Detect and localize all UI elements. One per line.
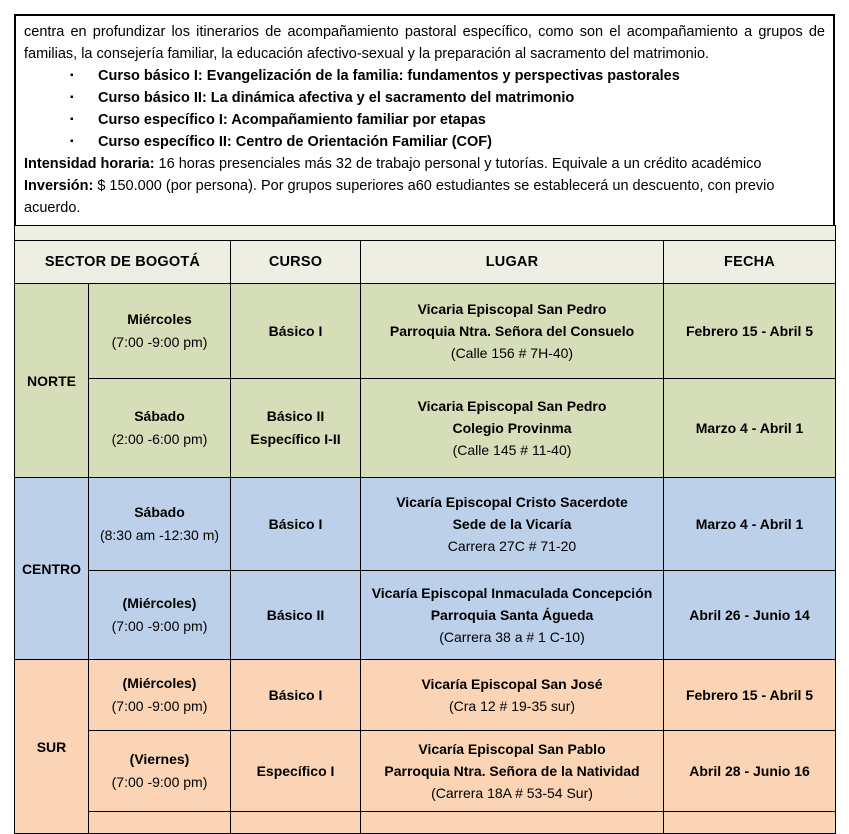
day-cell xyxy=(89,731,231,812)
intensity-text: 16 horas presenciales más 32 de trabajo personal y tutorías. Equivale a un crédito académico xyxy=(154,156,762,172)
time-label: (2:00 -6:00 pm) xyxy=(111,431,208,447)
lugar-line: Vicaría Episcopal San Pablo xyxy=(418,741,606,757)
intro-text-block xyxy=(14,14,835,227)
course-list xyxy=(24,65,825,153)
lugar-line: Vicaria Episcopal San Pedro xyxy=(417,398,607,414)
day-label: (Miércoles) xyxy=(122,595,197,611)
bullet-square-icon: ▪ xyxy=(70,70,74,81)
fecha-cell: Abril 28 - Junio 16 xyxy=(664,731,836,812)
curso-label: Básico I xyxy=(268,515,323,532)
lugar-address: (Calle 156 # 7H-40) xyxy=(450,345,574,361)
intensity-label: Intensidad horaria: xyxy=(24,156,155,172)
time-label: (7:00 -9:00 pm) xyxy=(111,618,208,634)
curso-label: Específico I-II xyxy=(250,431,341,447)
table-row xyxy=(15,660,836,731)
course-item-label: Curso básico II: La dinámica afectiva y el sacramento del matrimonio xyxy=(98,90,575,106)
bullet-square-icon: ▪ xyxy=(70,92,74,103)
day-cell xyxy=(89,478,231,571)
day-label: (Viernes) xyxy=(129,751,190,767)
course-item-basico-1 xyxy=(24,65,825,87)
curso-label: Básico I xyxy=(268,686,323,703)
curso-label: Básico II xyxy=(266,408,325,424)
curso-cell xyxy=(231,812,361,834)
curso-label: Básico I xyxy=(268,322,323,339)
fecha-cell: Abril 26 - Junio 14 xyxy=(664,571,836,660)
lugar-cell xyxy=(361,478,664,571)
lugar-address: (Carrera 18A # 53-54 Sur) xyxy=(431,785,593,801)
schedule-table xyxy=(14,225,836,834)
lugar-cell xyxy=(361,571,664,660)
investment-line xyxy=(24,175,825,219)
fecha-cell: Febrero 15 - Abril 5 xyxy=(664,284,836,379)
lugar-line: Colegio Provinma xyxy=(452,420,572,436)
table-row xyxy=(15,571,836,660)
time-label: (8:30 am -12:30 m) xyxy=(99,527,220,543)
table-row xyxy=(15,284,836,379)
day-cell xyxy=(89,284,231,379)
investment-label: Inversión: xyxy=(24,178,94,194)
day-label: Sábado xyxy=(134,408,185,424)
curso-label: Específico I xyxy=(256,762,335,779)
lugar-line: Vicaría Episcopal San José xyxy=(421,676,603,692)
bullet-square-icon: ▪ xyxy=(70,136,74,147)
table-row xyxy=(15,379,836,478)
day-label: Miércoles xyxy=(127,311,192,327)
day-cell xyxy=(89,379,231,478)
lugar-address: (Calle 145 # 11-40) xyxy=(452,442,572,458)
day-cell xyxy=(89,660,231,731)
lugar-address: Carrera 27C # 71-20 xyxy=(447,538,577,554)
intro-paragraph: centra en profundizar los itinerarios de acompañamiento pastoral específico, como son el acompañamiento a grupos de familias, la consejería familiar, la educación afectivo-sexual y la preparación al sacramento del matrimonio. xyxy=(24,24,825,62)
lugar-cell xyxy=(361,660,664,731)
lugar-cell xyxy=(361,812,664,834)
curso-cell xyxy=(231,478,361,571)
day-label: (Miércoles) xyxy=(122,675,197,691)
header-fecha: FECHA xyxy=(664,241,836,284)
fecha-cell: Febrero 15 - Abril 5 xyxy=(664,660,836,731)
table-row xyxy=(15,478,836,571)
curso-cell xyxy=(231,660,361,731)
sector-cell-centro: CENTRO xyxy=(15,478,89,660)
course-item-especifico-2 xyxy=(24,131,825,153)
sector-cell-sur: SUR xyxy=(15,660,89,834)
course-item-label: Curso específico II: Centro de Orientación Familiar (COF) xyxy=(98,134,492,150)
lugar-address: (Carrera 38 a # 1 C-10) xyxy=(439,629,585,645)
table-row xyxy=(15,731,836,812)
time-label: (7:00 -9:00 pm) xyxy=(111,774,208,790)
course-item-especifico-1 xyxy=(24,109,825,131)
lugar-line: Parroquia Santa Águeda xyxy=(430,607,594,623)
spacer-row xyxy=(15,226,836,241)
lugar-cell xyxy=(361,379,664,478)
lugar-address: (Cra 12 # 19-35 sur) xyxy=(448,698,576,714)
curso-label: Básico II xyxy=(266,606,325,623)
investment-text: $ 150.000 (por persona). Por grupos superiores a60 estudiantes se establecerá un descuento, con previo acuerdo. xyxy=(24,178,775,216)
bullet-square-icon: ▪ xyxy=(70,114,74,125)
curso-cell xyxy=(231,571,361,660)
course-item-label: Curso básico I: Evangelización de la familia: fundamentos y perspectivas pastorales xyxy=(98,68,680,84)
time-label: (7:00 -9:00 pm) xyxy=(111,698,208,714)
course-item-label: Curso específico I: Acompañamiento familiar por etapas xyxy=(98,112,486,128)
day-label: Sábado xyxy=(134,504,185,520)
lugar-line: Vicaria Episcopal San Pedro xyxy=(417,301,607,317)
lugar-line: Parroquia Ntra. Señora del Consuelo xyxy=(389,323,635,339)
fecha-cell: Marzo 4 - Abril 1 xyxy=(664,478,836,571)
lugar-line: Sede de la Vicaría xyxy=(452,516,572,532)
course-item-basico-2 xyxy=(24,87,825,109)
lugar-cell xyxy=(361,731,664,812)
day-cell xyxy=(89,571,231,660)
time-label: (7:00 -9:00 pm) xyxy=(111,334,208,350)
document-body xyxy=(14,14,835,834)
intensity-line xyxy=(24,153,825,175)
fecha-cell: Marzo 4 - Abril 1 xyxy=(664,379,836,478)
curso-cell xyxy=(231,379,361,478)
table-header-row xyxy=(15,241,836,284)
curso-cell xyxy=(231,284,361,379)
lugar-line: Parroquia Ntra. Señora de la Natividad xyxy=(384,763,640,779)
lugar-line: Vicaría Episcopal Cristo Sacerdote xyxy=(396,494,628,510)
lugar-cell xyxy=(361,284,664,379)
sector-cell-norte: NORTE xyxy=(15,284,89,478)
header-lugar: LUGAR xyxy=(361,241,664,284)
spacer-cell xyxy=(15,226,836,241)
day-cell xyxy=(89,812,231,834)
header-sector: SECTOR DE BOGOTÁ xyxy=(15,241,231,284)
fecha-cell xyxy=(664,812,836,834)
curso-cell xyxy=(231,731,361,812)
header-curso: CURSO xyxy=(231,241,361,284)
lugar-line: Vicaría Episcopal Inmaculada Concepción xyxy=(371,585,653,601)
table-row-cutoff xyxy=(15,812,836,834)
